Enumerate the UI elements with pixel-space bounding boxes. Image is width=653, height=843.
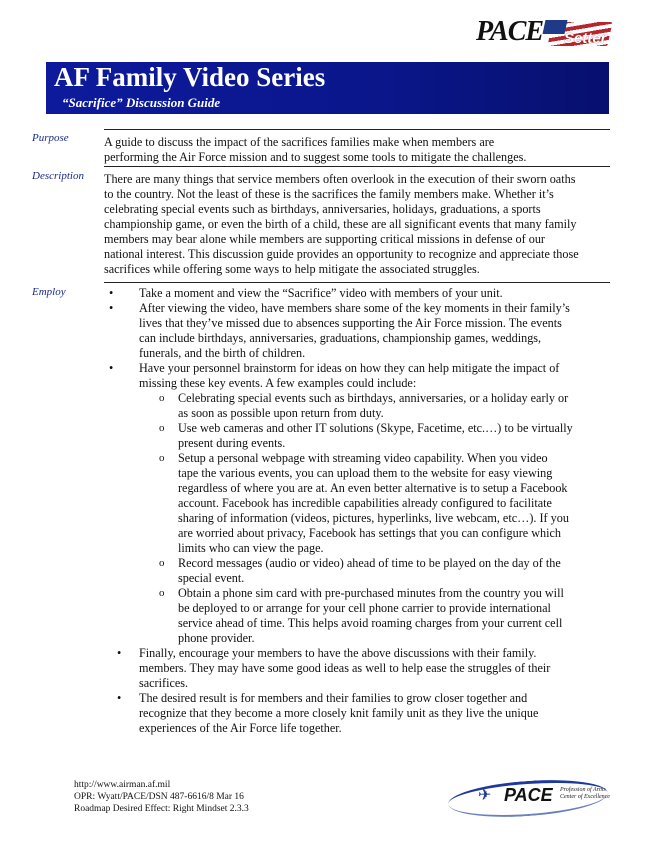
logo-tagline: Profession of Arms Center of Excellence <box>560 787 610 800</box>
list-item-text: Have your personnel brainstorm for ideas on how they can help mitigate the impact of <box>139 361 560 375</box>
list-item-text: Finally, encourage your members to have the above discussions with their family. <box>139 646 537 660</box>
pace-coe-logo <box>448 775 618 821</box>
sub-list-item <box>104 421 619 451</box>
list-item-text: The desired result is for members and their families to grow closer together and <box>139 691 528 705</box>
list-item-text: members. They may have some good ideas as well to help ease the struggles of their <box>139 661 551 675</box>
description-rule <box>104 166 610 167</box>
pace-setter-logo <box>474 16 614 50</box>
list-item-text: experiences of the Air Force life together. <box>139 721 342 735</box>
sub-list-item <box>104 586 619 646</box>
list-item-text: as soon as possible upon return from duty. <box>178 406 384 420</box>
list-item-text: service ahead of time. This helps avoid roaming charges from your current cell <box>178 616 563 630</box>
list-item <box>104 286 619 301</box>
description-text <box>104 172 614 277</box>
list-item <box>104 361 619 391</box>
description-line: There are many things that service members often overlook in the execution of their sworn oaths <box>104 172 576 186</box>
list-item-text: Obtain a phone sim card with pre-purchased minutes from the country you will <box>178 586 564 600</box>
logo-pace-text: PACE <box>504 785 553 805</box>
description-line: championship game, or even the birth of a child, these are all significant events that many family <box>104 217 577 231</box>
description-line: members may bear alone while members are supporting critical missions in defense of our <box>104 232 545 246</box>
list-item-text: special event. <box>178 571 245 585</box>
employ-list <box>104 286 619 736</box>
footer-url[interactable]: http://www.airman.af.mil <box>74 780 171 790</box>
list-item-text: regardless of where you are at. An even better alternative is to setup a Facebook <box>178 481 568 495</box>
employ-rule <box>104 282 610 283</box>
list-item-text: Take a moment and view the “Sacrifice” video with members of your unit. <box>139 286 503 300</box>
circle-bullet-icon: o <box>159 587 165 599</box>
footer-roadmap: Roadmap Desired Effect: Right Mindset 2.3.3 <box>74 804 249 814</box>
description-line: sacrifices while offering some ways to help mitigate the associated struggles. <box>104 262 480 276</box>
sub-list-item <box>104 391 619 421</box>
footer-opr: OPR: Wyatt/PACE/DSN 487-6616/8 Mar 16 <box>74 792 244 802</box>
list-item-text: sacrifices. <box>139 676 189 690</box>
list-item-text: missing these key events. A few examples could include: <box>139 376 417 390</box>
list-item-text: be deployed to or arrange for your cell phone carrier to provide international <box>178 601 551 615</box>
list-item-text: present during events. <box>178 436 286 450</box>
purpose-line: performing the Air Force mission and to suggest some tools to mitigate the challenges. <box>104 150 527 164</box>
list-item-text: Record messages (audio or video) ahead of time to be played on the day of the <box>178 556 561 570</box>
purpose-rule <box>104 129 610 130</box>
circle-bullet-icon: o <box>159 452 165 464</box>
list-item-text: Celebrating special events such as birthdays, anniversaries, or a holiday early or <box>178 391 569 405</box>
bullet-icon: • <box>117 691 122 705</box>
list-item <box>104 301 619 361</box>
list-item-text: lives that they’ve missed due to absences supporting the Air Force mission. The events <box>139 316 562 330</box>
employ-label: Employ <box>32 286 66 298</box>
footer <box>74 779 249 815</box>
circle-bullet-icon: o <box>159 392 165 404</box>
list-item-text: Setup a personal webpage with streaming video capability. When you video <box>178 451 548 465</box>
list-item-text: After viewing the video, have members share some of the key moments in their family’s <box>139 301 570 315</box>
sub-list-item <box>104 556 619 586</box>
description-line: celebrating special events such as birthdays, anniversaries, holidays, graduations, a sports <box>104 202 541 216</box>
page-subtitle: “Sacrifice” Discussion Guide <box>62 95 221 110</box>
description-label: Description <box>32 170 84 182</box>
list-item-text: phone provider. <box>178 631 255 645</box>
list-item <box>104 646 619 691</box>
purpose-label: Purpose <box>32 132 69 144</box>
list-item-text: limits who can view the page. <box>178 541 324 555</box>
logo-pace-text: PACE <box>476 16 544 47</box>
logo-setter-text: Setter <box>564 30 607 47</box>
header-banner <box>46 62 609 114</box>
bullet-icon: • <box>117 646 122 660</box>
description-line: to the country. Not the least of these is the sacrifices the family members make. Whether it’s <box>104 187 554 201</box>
list-item-text: funerals, and the birth of children. <box>139 346 306 360</box>
purpose-text <box>104 135 614 165</box>
description-line: national interest. This discussion guide provides an opportunity to recognize and appreciate those <box>104 247 579 261</box>
bullet-icon: • <box>109 286 114 300</box>
circle-bullet-icon: o <box>159 422 165 434</box>
list-item <box>104 691 619 736</box>
bullet-icon: • <box>109 361 114 375</box>
sub-list-item <box>104 451 619 556</box>
purpose-line: A guide to discuss the impact of the sacrifices families make when members are <box>104 135 495 149</box>
list-item-text: Use web cameras and other IT solutions (Skype, Facetime, etc.…) to be virtually <box>178 421 573 435</box>
list-item-text: recognize that they become a more closely knit family unit as they live the unique <box>139 706 539 720</box>
list-item-text: sharing of information (videos, pictures, hyperlinks, live webcam, etc…). If you <box>178 511 569 525</box>
bullet-icon: • <box>109 301 114 315</box>
list-item-text: are worried about privacy, Facebook has settings that you can configure which <box>178 526 561 540</box>
page-title: AF Family Video Series <box>54 62 326 92</box>
circle-bullet-icon: o <box>159 557 165 569</box>
af-wings-icon: ✈ <box>478 787 492 804</box>
list-item-text: can include birthdays, anniversaries, graduations, championship games, weddings, <box>139 331 542 345</box>
list-item-text: account. Facebook has incredible capabilities already configured to facilitate <box>178 496 552 510</box>
list-item-text: tape the various events, you can upload them to the website for easy viewing <box>178 466 553 480</box>
